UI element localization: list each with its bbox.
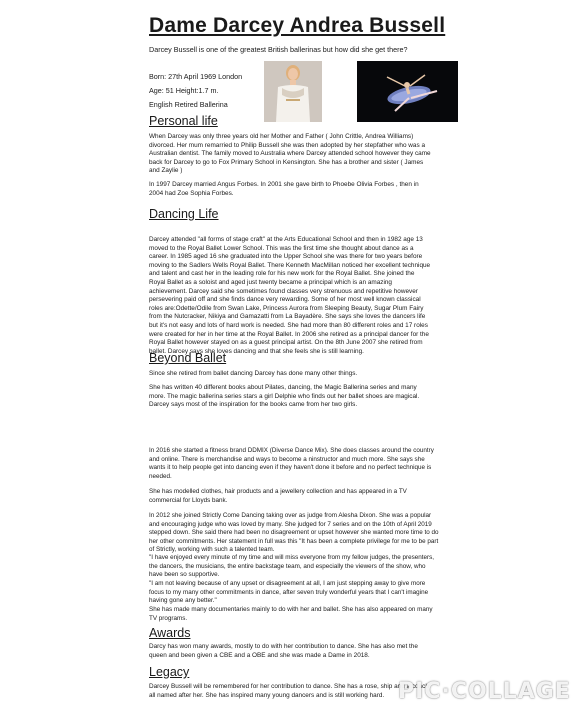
intro-text: Darcey Bussell is one of the greatest British ballerinas but how did she get there?	[149, 45, 408, 54]
strictly-quote-1: "I have enjoyed every minute of my time and will miss everyone from my fellow judges, the presenters, the dancers, the musicians, the entire backstage team, and especially the viewers of the show, who have been so supportive.	[149, 554, 435, 578]
beyond-ballet-intro-paragraph: Since she retired from ballet dancing Darcey has done many other things.	[149, 370, 358, 377]
ballet-photo	[357, 61, 458, 122]
beyond-ballet-heading: Beyond Ballet	[149, 351, 227, 365]
legacy-paragraph: Darcey Bussell will be remembered for her contribution to dance. She has a rose, ship and a coach all named after her. She has inspired many young dancers and is still working hard.	[149, 683, 429, 699]
personal-life-marriage-paragraph: In 1997 Darcey married Angus Forbes. In 2001 she gave birth to Phoebe Olivia Forbes , then in 2004 had Zoe Sophia Forbes.	[149, 181, 419, 197]
strictly-quote-2: "I am not leaving because of any upset or disagreement at all, I am just stepping away to give more focus to my many other commitments in dance, after seven truly wonderful years that I can't imagine having gone any better."	[149, 580, 429, 604]
born-fact: Born: 27th April 1969 London	[149, 72, 243, 81]
strictly-paragraph: In 2012 she joined Strictly Come Dancing taking over as judge from Alesha Dixon. She was a popular and encouraging judge who was loved by many. She judged for 7 series and on the 10th of April 2019 stepped down. She said there had been no disagreement or upset however she wanted more time to do her other commitments. Her statement in full was this "It has been a complete privilege for me to be part of Strictly, working with such a talented team.	[149, 512, 439, 553]
pic-collage-watermark: PIC·COLLAGE	[398, 679, 571, 704]
dancing-life-paragraph: Darcey attended "all forms of stage craft" at the Arts Educational School and then in 1982 age 13 moved to the Royal Ballet Lower School. This was the first time she thought about dance as a career. In 1985 aged 16 she graduated into the Upper School she was there for two years before moving to the Sadlers Wells Royal Ballet. There Kenneth MacMillan noticed her excellent technique and talent and cast her in the leading role for his new work for the Royal Ballet. She joined the Royal Ballet as a soloist and aged just twenty became a principal which is an amazing achievement. Darcey said she sometimes found classes very strenuous and repetitive however persevering paid off and she finds dance very rewarding. Some of her most well known classical roles are:Odette/Odile from Swan Lake, Princess Aurora from Sleeping Beauty, Sugar Plum Fairy from the Nutcracker, Nikiya and Gamazatti from La Bayadère. She says she loves the dancers life but it's not easy and lots of hard work is needed. She had more than 80 different roles and 17 roles were created for her in her time at the Royal Ballet. In 2006 she retired as a principal dancer for the Royal Ballet however stayed on as a guest principal artist. On the 8th June 2007 she retired from ballet. Darcey says she loves dancing and that she feels she is still learning.	[149, 236, 431, 355]
documentaries-paragraph: She has made many documentaries mainly to do with her and ballet. She has also appeared on many TV programs.	[149, 606, 433, 622]
awards-heading: Awards	[149, 626, 191, 640]
personal-life-heading: Personal life	[149, 114, 218, 128]
beyond-ballet-books-paragraph: She has written 40 different books about Pilates, dancing, the Magic Ballerina series and many more. The magic ballerina series stars a girl Delphie who finds out her ballet shoes are magical. Darcey says most of the inspiration for the books came from her two girls.	[149, 384, 420, 409]
facts-block	[149, 70, 242, 112]
personal-life-paragraph: When Darcey was only three years old her Mother and Father ( John Crittle, Andrea Williams) divorced. Her mum remarried to Philip Bussell she was then adopted by her stepfather who was a Australian dentist. The family moved to Australia where Darcey attended school however they came back for Darcey to go to Fox Primary School in Kensington. She has a brother and sister ( James and Zaylie )	[149, 133, 431, 175]
awards-paragraph: Darcy has won many awards, mostly to do with her contribution to dance. She has also met the queen and been given a CBE and a OBE and she was made a Dame in 2018.	[149, 643, 418, 659]
portrait-photo	[264, 61, 322, 122]
age-height-fact: Age: 51 Height:1.7 m.	[149, 86, 219, 95]
occupation-fact: English Retired Ballerina	[149, 100, 228, 109]
legacy-heading: Legacy	[149, 665, 190, 679]
ddmix-paragraph: In 2016 she started a fitness brand DDMIX (Diverse Dance Mix). She does classes around the country and online. There is merchandise and ways to become a ninstructor and much more. She says she wants it to help people get into dancing even if they haven't done it before and no perfect technique is needed.	[149, 447, 434, 480]
page-title: Dame Darcey Andrea Bussell	[149, 14, 446, 37]
modelling-paragraph: She has modelled clothes, hair products and a jewellery collection and has appeared in a TV commercial for Lloyds bank.	[149, 488, 407, 504]
dancing-life-heading: Dancing Life	[149, 207, 219, 221]
